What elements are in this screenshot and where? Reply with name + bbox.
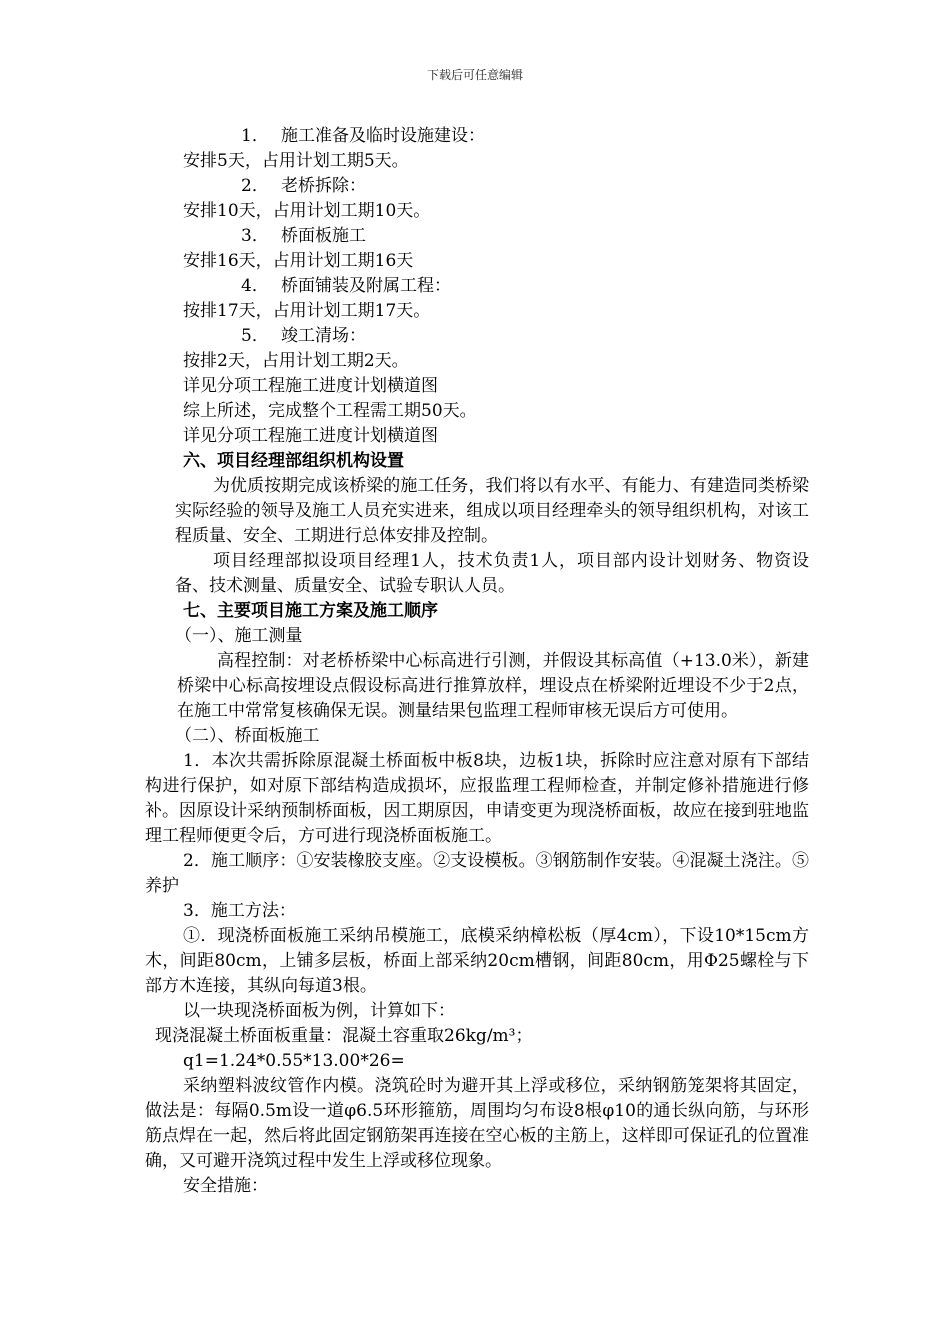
item-5-detail: 按排2天，占用计划工期2天。 (183, 351, 409, 371)
deck-paragraph-2: 2．施工顺序：①安装橡胶支座。②支设模板。③钢筋制作安装。④混凝土浇注。⑤养护 (145, 851, 809, 896)
schedule-summary: 综上所述，完成整个工程需工期50天。 (183, 401, 477, 421)
item-1-title (145, 124, 809, 149)
section-7-heading: 七、主要项目施工方案及施工顺序 (183, 601, 438, 621)
section-6-heading: 六、项目经理部组织机构设置 (183, 451, 404, 471)
item-2-title (145, 174, 809, 199)
item-label: 施工准备及临时设施建设： (281, 126, 485, 146)
deck-weight-line: 现浇混凝土桥面板重量：混凝土容重取26kg/m³； (155, 1026, 533, 1046)
subsection-measurement-heading: （一）、施工测量 (175, 626, 303, 646)
load-formula: q1=1.24*0.55*13.00*26= (183, 1051, 405, 1071)
deck-paragraph-3: 3．施工方法： (183, 901, 296, 921)
item-label: 竣工清场： (281, 326, 366, 346)
item-3-detail: 安排16天，占用计划工期16天 (183, 251, 414, 271)
item-number: 3． (241, 226, 269, 246)
item-label: 桥面铺装及附属工程： (281, 276, 451, 296)
item-number: 2． (241, 176, 269, 196)
item-number: 1． (241, 126, 269, 146)
page-header-note: 下载后可任意编辑 (426, 68, 523, 82)
item-4-detail: 按排17天，占用计划工期17天。 (183, 301, 431, 321)
item-number: 5． (241, 326, 269, 346)
item-number: 4． (241, 276, 269, 296)
item-label: 老桥拆除： (281, 176, 366, 196)
deck-paragraph-4: ①．现浇桥面板施工采纳吊模施工，底模采纳樟松板（厚4cm），下设10*15cm方木，间距80cm，上铺多层板，桥面上部采纳20cm槽钢，间距80cm，用Φ25螺栓与下部方木连接，其纵向每道3根。 (145, 926, 809, 996)
calc-intro: 以一块现浇桥面板为例，计算如下： (183, 1001, 455, 1021)
section-6-paragraph-2: 项目经理部拟设项目经理1人，技术负责1人，项目部内设计划财务、物资设备、技术测量、质量安全、试验专职认人员。 (175, 551, 809, 596)
item-1-detail: 安排5天，占用计划工期5天。 (183, 151, 409, 171)
schedule-note-1: 详见分项工程施工进度计划横道图 (183, 376, 438, 396)
deck-paragraph-1: 1．本次共需拆除原混凝土桥面板中板8块，边板1块，拆除时应注意对原有下部结构进行保护，如对原下部结构造成损坏，应报监理工程师检查，并制定修补措施进行修补。因原设计采纳预制桥面板，因工期原因，申请变更为现浇桥面板，故应在接到驻地监理工程师便更令后，方可进行现浇桥面板施工。 (145, 751, 809, 846)
item-5-title (145, 324, 809, 349)
measurement-paragraph: 高程控制：对老桥桥梁中心标高进行引测，并假设其标高值（+13.0米），新建桥梁中心标高按埋设点假设标高进行推算放样，埋设点在桥梁附近埋设不少于2点，在施工中常常复核确保无误。测量结果包监理工程师审核无误后方可使用。 (177, 651, 809, 721)
schedule-note-2: 详见分项工程施工进度计划横道图 (183, 426, 438, 446)
item-label: 桥面板施工 (281, 226, 366, 246)
inner-mold-paragraph: 采纳塑料波纹管作内模。浇筑砼时为避开其上浮或移位，采纳钢筋笼架将其固定，做法是：每隔0.5m设一道φ6.5环形箍筋，周围均匀布设8根φ10的通长纵向筋，与环形筋点焊在一起，然后将此固定钢筋架再连接在空心板的主筋上，这样即可保证孔的位置准确，又可避开浇筑过程中发生上浮或移位现象。 (145, 1076, 809, 1171)
item-4-title (145, 274, 809, 299)
item-2-detail: 安排10天，占用计划工期10天。 (183, 201, 431, 221)
safety-measures-heading: 安全措施： (183, 1176, 268, 1196)
document-body (145, 124, 809, 1199)
section-6-paragraph-1: 为优质按期完成该桥梁的施工任务，我们将以有水平、有能力、有建造同类桥梁实际经验的领导及施工人员充实进来，组成以项目经理牵头的领导组织机构，对该工程质量、安全、工期进行总体安排及控制。 (175, 476, 809, 546)
subsection-deck-heading: （二）、桥面板施工 (175, 726, 320, 746)
item-3-title (145, 224, 809, 249)
